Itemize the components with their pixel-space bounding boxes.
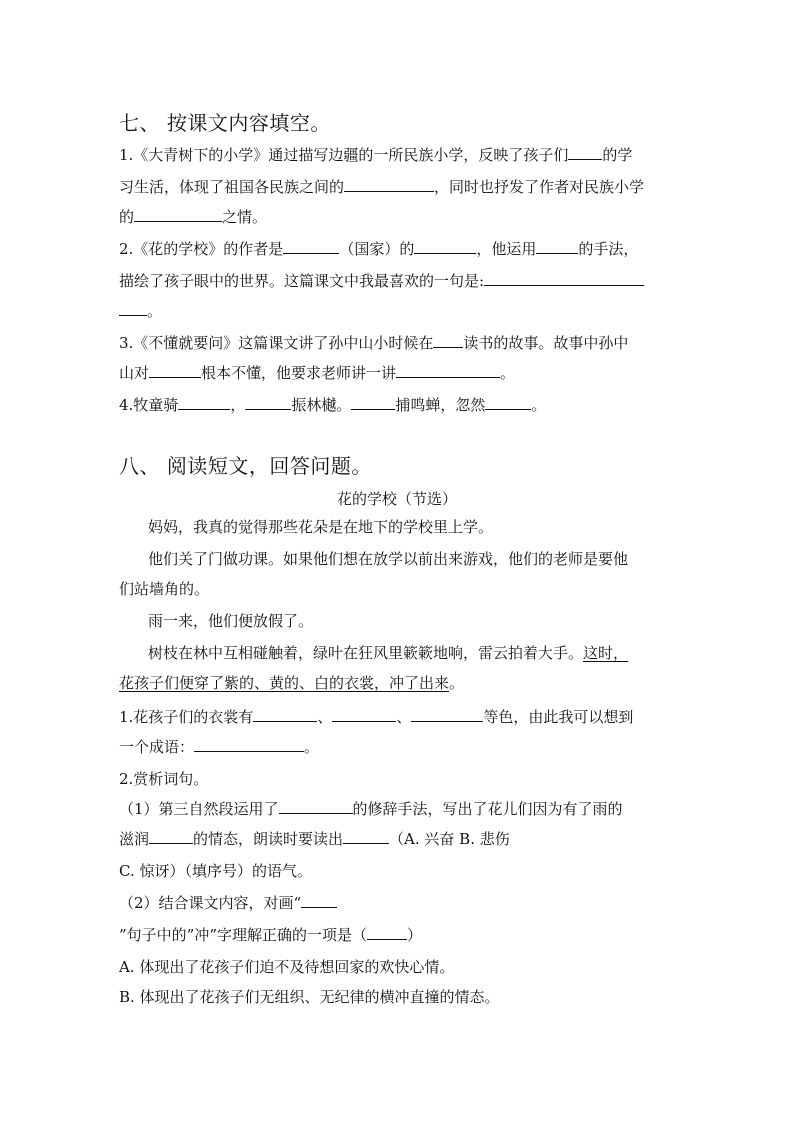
blank[interactable] [433,333,463,348]
passage-paragraph-2-line2: 们站墙角的。 [119,580,210,598]
passage-paragraph-1: 妈妈，我真的觉得那些花朵是在地下的学校里上学。 [148,518,494,536]
passage-paragraph-2-line1: 他们关了门做功课。如果他们想在放学以前出来游戏，他们的老师是要他 [148,550,629,568]
q8-2-2-line1: （2）结合课文内容，对画“ [119,893,337,913]
q8-2-1-line2: 滋润 的情态，朗读时要读出 （A. 兴奋 B. 悲伤 [119,830,510,848]
q7-1-line3: 的 之情。 [119,208,268,226]
blank[interactable] [536,239,578,254]
option-a[interactable]: A. 体现出了花孩子们迫不及待想回家的欢快心情。 [119,958,455,976]
blank[interactable] [134,207,222,222]
q7-3-line1: 3.《不懂就要问》这篇课文讲了孙中山小时候在 读书的故事。故事中孙中 [119,334,629,352]
underlined-sentence: 花孩子们便穿了紫的、黄的、白的衣裳，冲了出来 [119,674,450,692]
q7-3-line2: 山对 根本不懂，他要求老师讲一讲 。 [119,364,516,382]
blank[interactable] [344,177,434,192]
blank[interactable] [283,239,339,254]
q7-1-line2: 习生活，体现了祖国各民族之间的 ，同时也抒发了作者对民族小学 [119,178,645,196]
passage-paragraph-4-line1: 树枝在林中互相碰触着，绿叶在狂风里簌簌地响，雷云拍着大手。这时， [148,644,629,662]
blank[interactable] [396,363,500,378]
blank[interactable] [178,395,230,410]
passage-title: 花的学校（节选） [336,490,457,508]
blank[interactable] [568,145,602,160]
blank[interactable] [194,737,304,752]
blank[interactable] [367,925,407,940]
blank[interactable] [484,271,644,286]
blank[interactable] [149,363,201,378]
blank[interactable] [301,893,337,908]
blank[interactable] [253,707,317,722]
blank[interactable] [414,239,476,254]
blank[interactable] [485,395,531,410]
blank[interactable] [411,707,483,722]
blank[interactable] [332,707,396,722]
q7-2-line3: 。 [119,301,162,321]
blank[interactable] [351,395,395,410]
option-b[interactable]: B. 体现出了花孩子们无组织、无纪律的横冲直撞的情态。 [119,988,500,1006]
passage-paragraph-3: 雨一来，他们便放假了。 [148,612,314,630]
blank[interactable] [279,799,353,814]
passage-paragraph-4-line2: 花孩子们便穿了紫的、黄的、白的衣裳，冲了出来。 [119,674,465,692]
q7-2-line1: 2.《花的学校》的作者是 （国家）的 ，他运用 的手法， [119,240,639,258]
q8-1-line1: 1.花孩子们的衣裳有 、 、 等色，由此我可以想到 [119,708,634,726]
section-7-title: 七、 按课文内容填空。 [119,111,331,135]
section-8-title: 八、 阅读短文，回答问题。 [119,454,372,478]
q8-1-line2: 一个成语： 。 [119,738,320,756]
blank[interactable] [343,829,389,844]
underlined-sentence: 这时， [583,644,629,662]
blank[interactable] [149,829,193,844]
q8-2-title: 2.赏析词句。 [119,770,209,788]
q7-2-line2: 描绘了孩子眼中的世界。这篇课文中我最喜欢的一句是: [119,271,644,291]
blank[interactable] [119,301,147,316]
q8-2-2-line2: ”句子中的”冲”字理解正确的一项是（ ） [119,926,423,944]
q7-4-line: 4.牧童骑 ， 振林樾。 捕鸣蝉，忽然 。 [119,396,547,414]
blank[interactable] [245,395,291,410]
q7-1-line1: 1.《大青树下的小学》通过描写边疆的一所民族小学，反映了孩子们 的学 [119,146,633,164]
q8-2-1-line3: C. 惊讶）（填序号）的语气。 [119,862,312,880]
q8-2-1-line1: （1）第三自然段运用了 的修辞手法，写出了花儿们因为有了雨的 [119,800,623,818]
